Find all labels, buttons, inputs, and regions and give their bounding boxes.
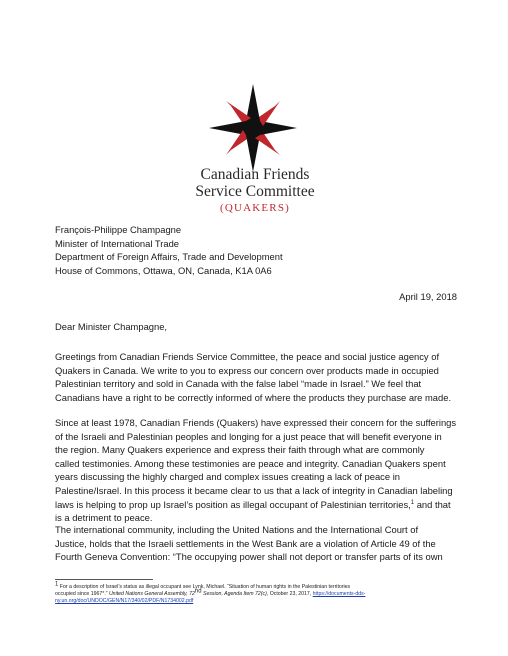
footnote-divider [55,579,153,580]
paragraph-line: the region. Many Quakers experience and express their faith through what are commonly [55,444,425,456]
recipient-address [55,223,283,277]
paragraph-line: Palestinian territory and sold in Canada with the false label “made in Israel.” We feel that [55,378,422,390]
paragraph-line: of the Israeli and Palestinian peoples and longing for a just peace that will benefit everyone in [55,430,442,442]
organization-name [150,166,360,215]
paragraph-text: and that [414,498,451,510]
footnote-text: For a description of Israel’s status as illegal occupant see Lynk, Michael. “Situation of human rights in the Palestinian territories [58,584,351,590]
paragraph-line: Quakers in Canada. We write to you to express our concern over products made in occupied [55,364,439,376]
footnote-number: 1 [55,581,59,588]
footnote-text: occupied since 1967*.” [55,591,109,598]
footnote-link[interactable]: ny.un.org/doc/UNDOC/GEN/N17/340/02/PDF/N1734002.pdf [55,598,194,605]
eight-point-star-icon [209,82,297,174]
salutation: Dear Minister Champagne, [55,321,168,332]
paragraph-line: years discussing the highly charged and complex issues creating a lack of peace in [55,471,400,483]
recipient-name: François-Philippe Champagne [55,224,182,235]
org-line-1: Canadian Friends [200,166,310,183]
footnote-text: , October 23, 2017, [266,591,313,598]
paragraph-line: Justice, holds that the Israeli settlements in the West Bank are a violation of Article 49 of the [55,537,436,549]
footnote [55,581,465,606]
footnote-link[interactable]: https://documents-dds- [312,591,366,598]
paragraph-line: Fourth Geneva Convention: “The occupying power shall not deport or transfer parts of its own [55,551,443,563]
paragraph-3 [55,523,460,564]
paragraph-line: Since at least 1978, Canadian Friends (Quakers) have expressed their concern for the sufferings [55,417,457,428]
org-line-2: Service Committee [195,183,315,200]
org-line-3: (QUAKERS) [219,202,291,214]
paragraph-line: The international community, including the United Nations and the International Court of [55,524,419,535]
footnote-italic: Session, Agenda Item 72(c) [201,591,267,598]
letter-date: April 19, 2018 [399,291,457,302]
paragraph-line [55,498,460,512]
footnote-line-3 [55,598,465,605]
footnote-line-2 [55,588,465,598]
paragraph-text: laws is helping to prop up Israel’s position as illegal occupant of Palestinian territories, [55,498,411,510]
recipient-title: Minister of International Trade [55,237,180,249]
recipient-department: Department of Foreign Affairs, Trade and Development [55,251,283,263]
recipient-street: House of Commons, Ottawa, ON, Canada, K1A 0A6 [55,264,272,276]
footnote-italic: United Nations General Assembly, 72 [108,591,195,598]
paragraph-line: called testimonies. Among these testimonies are peace and integrity. Canadian Quakers spent [55,457,446,469]
paragraph-line: Greetings from Canadian Friends Service Committee, the peace and social justice agency of [55,351,440,362]
paragraph-line: Canadians have a right to be correctly informed of where the products they purchase are made. [55,391,452,403]
paragraph-1 [55,350,460,404]
footnote-superscript: nd [194,588,202,595]
paragraph-line: is a detriment to peace. [55,512,153,524]
paragraph-2 [55,416,460,525]
paragraph-line: Palestine/Israel. In this process it became clear to us that a lack of integrity in Canadian labeling [55,484,453,496]
footnote-reference[interactable]: 1 [410,499,415,506]
